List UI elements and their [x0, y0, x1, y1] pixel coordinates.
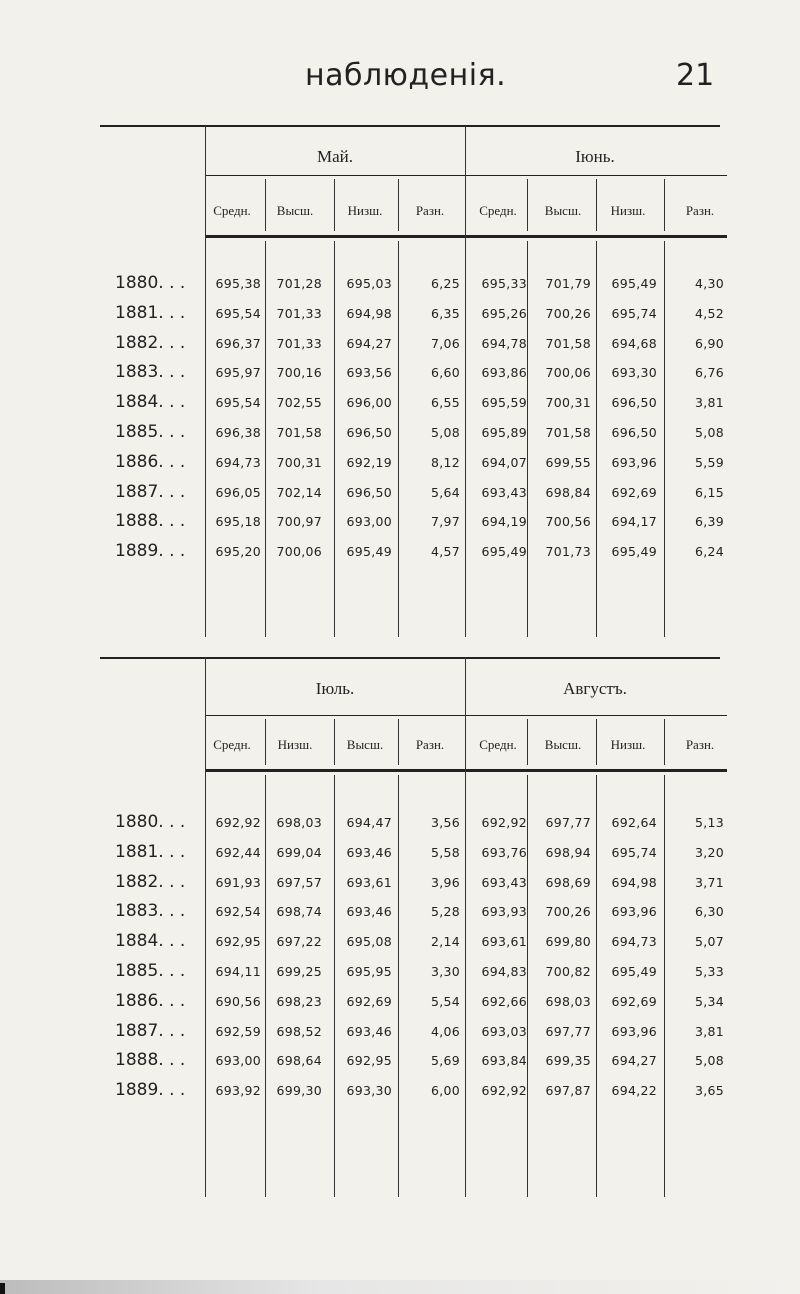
column-divider: [664, 775, 665, 1197]
table-cell: 695,20: [215, 544, 261, 560]
table-cell: 7,06: [430, 335, 460, 351]
table-cell: 5,08: [430, 425, 460, 440]
table-cell: 700,97: [276, 514, 322, 530]
table-cell: 6,24: [694, 544, 724, 560]
table-cell: 692,19: [346, 454, 392, 470]
table-cell: 694,68: [611, 335, 657, 351]
table-cell: 695,95: [346, 964, 392, 979]
table-cell: 693,46: [346, 844, 392, 860]
table-cell: 6,35: [430, 305, 460, 321]
column-header: Низш.: [277, 737, 313, 752]
table-cell: 701,28: [276, 276, 322, 291]
table-cell: 692,66: [481, 993, 527, 1009]
table-july-august: [0, 657, 800, 1207]
table-cell: 700,16: [276, 365, 322, 381]
table-cell: 698,52: [276, 1023, 322, 1039]
table-may-june: [0, 125, 800, 650]
column-header: Средн.: [213, 737, 251, 752]
table-cell: 694,22: [611, 1083, 657, 1099]
table-cell: 2,14: [430, 934, 460, 950]
table-cell: 698,94: [545, 844, 591, 860]
column-divider: [334, 775, 335, 1197]
table-cell: 5,64: [430, 484, 460, 500]
row-year: 1883. . .: [115, 901, 186, 922]
row-year: 1885. . .: [115, 961, 186, 981]
table-cell: 692,54: [215, 904, 261, 920]
row-year: 1889. . .: [115, 541, 186, 562]
table-cell: 701,73: [545, 544, 591, 560]
table-cell: 4,30: [694, 276, 724, 291]
table-cell: 701,58: [545, 335, 591, 351]
header-rule: [205, 235, 727, 238]
table-cell: 691,93: [215, 874, 261, 890]
table-cell: 693,93: [481, 904, 527, 920]
table-cell: 693,96: [611, 1023, 657, 1039]
table-cell: 695,33: [481, 276, 527, 291]
table-cell: 692,95: [215, 934, 261, 950]
table-cell: 8,12: [430, 454, 460, 470]
month-heading-right: Августъ.: [563, 679, 627, 698]
table-cell: 694,73: [215, 454, 261, 470]
table-cell: 700,06: [276, 544, 322, 560]
table-cell: 692,92: [215, 815, 261, 830]
column-divider: [527, 241, 528, 637]
table-cell: 5,54: [430, 993, 460, 1009]
table-cell: 700,26: [545, 904, 591, 920]
table-cell: 699,55: [545, 454, 591, 470]
table-cell: 692,92: [481, 815, 527, 830]
row-year: 1881. . .: [115, 841, 186, 862]
table-cell: 694,11: [215, 964, 261, 979]
table-cell: 695,54: [215, 305, 261, 321]
row-year: 1880. . .: [115, 273, 186, 293]
table-cell: 694,83: [481, 964, 527, 979]
column-divider: [398, 775, 399, 1197]
table-cell: 701,33: [276, 305, 322, 321]
table-cell: 699,80: [545, 934, 591, 950]
table-cell: 695,26: [481, 305, 527, 321]
table-cell: 696,38: [215, 425, 261, 440]
table-cell: 5,59: [694, 454, 724, 470]
table-cell: 697,22: [276, 934, 322, 950]
month-rule: [205, 715, 727, 716]
column-header: Разн.: [685, 737, 715, 752]
table-cell: 693,46: [346, 904, 392, 920]
table-cell: 700,31: [276, 454, 322, 470]
table-cell: 697,77: [545, 1023, 591, 1039]
table-cell: 695,38: [215, 276, 261, 291]
table-cell: 699,04: [276, 844, 322, 860]
row-year: 1880. . .: [115, 812, 186, 832]
table-cell: 692,69: [611, 993, 657, 1009]
row-year: 1888. . .: [115, 511, 186, 532]
table-cell: 700,82: [545, 964, 591, 979]
table-cell: 5,13: [694, 815, 724, 830]
table-cell: 699,25: [276, 964, 322, 979]
table-cell: 698,74: [276, 904, 322, 920]
table-cell: 7,97: [430, 514, 460, 530]
column-header: Высш.: [346, 737, 384, 752]
table-cell: 701,58: [276, 425, 322, 440]
table-cell: 3,65: [694, 1083, 724, 1099]
table-cell: 700,56: [545, 514, 591, 530]
month-heading-left: Іюль.: [315, 679, 355, 698]
table-cell: 695,74: [611, 305, 657, 321]
column-divider: [664, 179, 665, 231]
table-cell: 695,89: [481, 425, 527, 440]
header-rule: [205, 769, 727, 772]
table-cell: 5,28: [430, 904, 460, 920]
table-cell: 694,73: [611, 934, 657, 950]
table-cell: 698,03: [276, 815, 322, 830]
table-cell: 694,17: [611, 514, 657, 530]
table-cell: 693,61: [346, 874, 392, 890]
column-header: Разн.: [685, 203, 715, 218]
top-rule: [100, 125, 720, 127]
table-cell: 699,30: [276, 1083, 322, 1099]
table-cell: 693,00: [346, 514, 392, 530]
page-number: 21: [676, 58, 715, 93]
table-cell: 693,76: [481, 844, 527, 860]
row-year: 1885. . .: [115, 422, 186, 442]
row-year: 1882. . .: [115, 871, 186, 892]
table-cell: 695,18: [215, 514, 261, 530]
table-cell: 5,07: [694, 934, 724, 950]
table-cell: 702,55: [276, 395, 322, 411]
table-cell: 700,31: [545, 395, 591, 411]
table-cell: 697,57: [276, 874, 322, 890]
table-cell: 695,59: [481, 395, 527, 411]
table-cell: 6,25: [430, 276, 460, 291]
table-cell: 6,60: [430, 365, 460, 381]
table-cell: 695,49: [346, 544, 392, 560]
month-rule: [205, 175, 727, 176]
table-cell: 6,76: [694, 365, 724, 381]
column-header: Высш.: [544, 203, 582, 218]
row-year: 1884. . .: [115, 931, 186, 952]
table-cell: 5,58: [430, 844, 460, 860]
table-cell: 6,39: [694, 514, 724, 530]
table-cell: 3,30: [430, 964, 460, 979]
table-cell: 5,33: [694, 964, 724, 979]
table-cell: 695,97: [215, 365, 261, 381]
column-divider: [265, 775, 266, 1197]
table-cell: 694,98: [346, 305, 392, 321]
table-cell: 4,06: [430, 1023, 460, 1039]
table-cell: 6,30: [694, 904, 724, 920]
table-cell: 696,00: [346, 395, 392, 411]
table-cell: 690,56: [215, 993, 261, 1009]
table-cell: 693,43: [481, 484, 527, 500]
table-cell: 698,23: [276, 993, 322, 1009]
table-cell: 696,50: [611, 425, 657, 440]
table-cell: 3,20: [694, 844, 724, 860]
row-year: 1883. . .: [115, 362, 186, 383]
table-cell: 693,61: [481, 934, 527, 950]
row-year: 1889. . .: [115, 1080, 186, 1101]
table-cell: 695,49: [611, 544, 657, 560]
top-rule: [100, 657, 720, 659]
table-cell: 693,03: [481, 1023, 527, 1039]
table-cell: 694,78: [481, 335, 527, 351]
table-cell: 693,56: [346, 365, 392, 381]
month-heading-right: Іюнь.: [575, 147, 615, 166]
table-cell: 692,69: [611, 484, 657, 500]
table-cell: 694,98: [611, 874, 657, 890]
row-year: 1887. . .: [115, 1020, 186, 1041]
table-cell: 692,69: [346, 993, 392, 1009]
table-cell: 4,52: [694, 305, 724, 321]
column-divider: [205, 125, 206, 637]
table-cell: 701,79: [545, 276, 591, 291]
table-cell: 696,50: [611, 395, 657, 411]
table-cell: 699,35: [545, 1053, 591, 1069]
table-cell: 697,77: [545, 815, 591, 830]
row-year: 1882. . .: [115, 332, 186, 353]
row-year: 1887. . .: [115, 481, 186, 502]
table-cell: 701,58: [545, 425, 591, 440]
table-cell: 693,46: [346, 1023, 392, 1039]
table-cell: 692,44: [215, 844, 261, 860]
running-title: наблюденія.: [305, 58, 507, 93]
column-divider: [664, 719, 665, 765]
table-cell: 701,33: [276, 335, 322, 351]
column-header: Низш.: [347, 203, 383, 218]
table-cell: 696,37: [215, 335, 261, 351]
column-header: Высш.: [276, 203, 314, 218]
table-cell: 695,49: [611, 964, 657, 979]
table-cell: 3,81: [694, 395, 724, 411]
row-year: 1886. . .: [115, 990, 186, 1011]
table-cell: 693,96: [611, 904, 657, 920]
table-cell: 5,34: [694, 993, 724, 1009]
table-cell: 5,08: [694, 1053, 724, 1069]
column-header: Низш.: [610, 737, 646, 752]
table-cell: 3,81: [694, 1023, 724, 1039]
row-year: 1886. . .: [115, 451, 186, 472]
table-cell: 4,57: [430, 544, 460, 560]
table-cell: 692,95: [346, 1053, 392, 1069]
column-header: Средн.: [479, 203, 517, 218]
table-cell: 697,87: [545, 1083, 591, 1099]
table-cell: 693,30: [346, 1083, 392, 1099]
table-cell: 695,74: [611, 844, 657, 860]
column-header: Разн.: [415, 737, 445, 752]
table-cell: 696,50: [346, 425, 392, 440]
table-cell: 698,64: [276, 1053, 322, 1069]
table-cell: 696,50: [346, 484, 392, 500]
month-heading-left: Май.: [316, 147, 353, 166]
row-year: 1884. . .: [115, 392, 186, 413]
table-cell: 694,19: [481, 514, 527, 530]
scan-mark: [0, 1283, 5, 1294]
column-divider: [465, 125, 466, 637]
table-cell: 5,69: [430, 1053, 460, 1069]
table-cell: 695,49: [481, 544, 527, 560]
column-divider: [398, 241, 399, 637]
table-cell: 693,43: [481, 874, 527, 890]
table-cell: 694,27: [611, 1053, 657, 1069]
table-cell: 695,54: [215, 395, 261, 411]
column-header: Низш.: [610, 203, 646, 218]
table-cell: 694,47: [346, 815, 392, 830]
column-header: Высш.: [544, 737, 582, 752]
table-cell: 3,71: [694, 874, 724, 890]
table-cell: 698,69: [545, 874, 591, 890]
row-year: 1888. . .: [115, 1050, 186, 1071]
table-cell: 693,84: [481, 1053, 527, 1069]
table-cell: 6,90: [694, 335, 724, 351]
table-cell: 6,00: [430, 1083, 460, 1099]
table-cell: 698,84: [545, 484, 591, 500]
table-cell: 692,92: [481, 1083, 527, 1099]
table-cell: 696,05: [215, 484, 261, 500]
table-cell: 694,07: [481, 454, 527, 470]
table-cell: 693,30: [611, 365, 657, 381]
table-cell: 692,59: [215, 1023, 261, 1039]
column-header: Средн.: [213, 203, 251, 218]
table-cell: 6,55: [430, 395, 460, 411]
table-cell: 694,27: [346, 335, 392, 351]
table-cell: 695,08: [346, 934, 392, 950]
page-header: [0, 58, 800, 98]
table-cell: 695,49: [611, 276, 657, 291]
table-cell: 700,26: [545, 305, 591, 321]
table-cell: 693,96: [611, 454, 657, 470]
column-header: Разн.: [415, 203, 445, 218]
table-cell: 693,86: [481, 365, 527, 381]
table-cell: 700,06: [545, 365, 591, 381]
column-header: Средн.: [479, 737, 517, 752]
table-cell: 6,15: [694, 484, 724, 500]
table-cell: 698,03: [545, 993, 591, 1009]
table-cell: 693,92: [215, 1083, 261, 1099]
table-cell: 3,56: [430, 815, 460, 830]
table-cell: 702,14: [276, 484, 322, 500]
scan-edge: [0, 1280, 800, 1294]
row-year: 1881. . .: [115, 302, 186, 323]
table-cell: 3,96: [430, 874, 460, 890]
table-cell: 5,08: [694, 425, 724, 440]
table-cell: 695,03: [346, 276, 392, 291]
table-cell: 692,64: [611, 815, 657, 830]
column-divider: [596, 775, 597, 1197]
table-cell: 693,00: [215, 1053, 261, 1069]
column-divider: [527, 775, 528, 1197]
